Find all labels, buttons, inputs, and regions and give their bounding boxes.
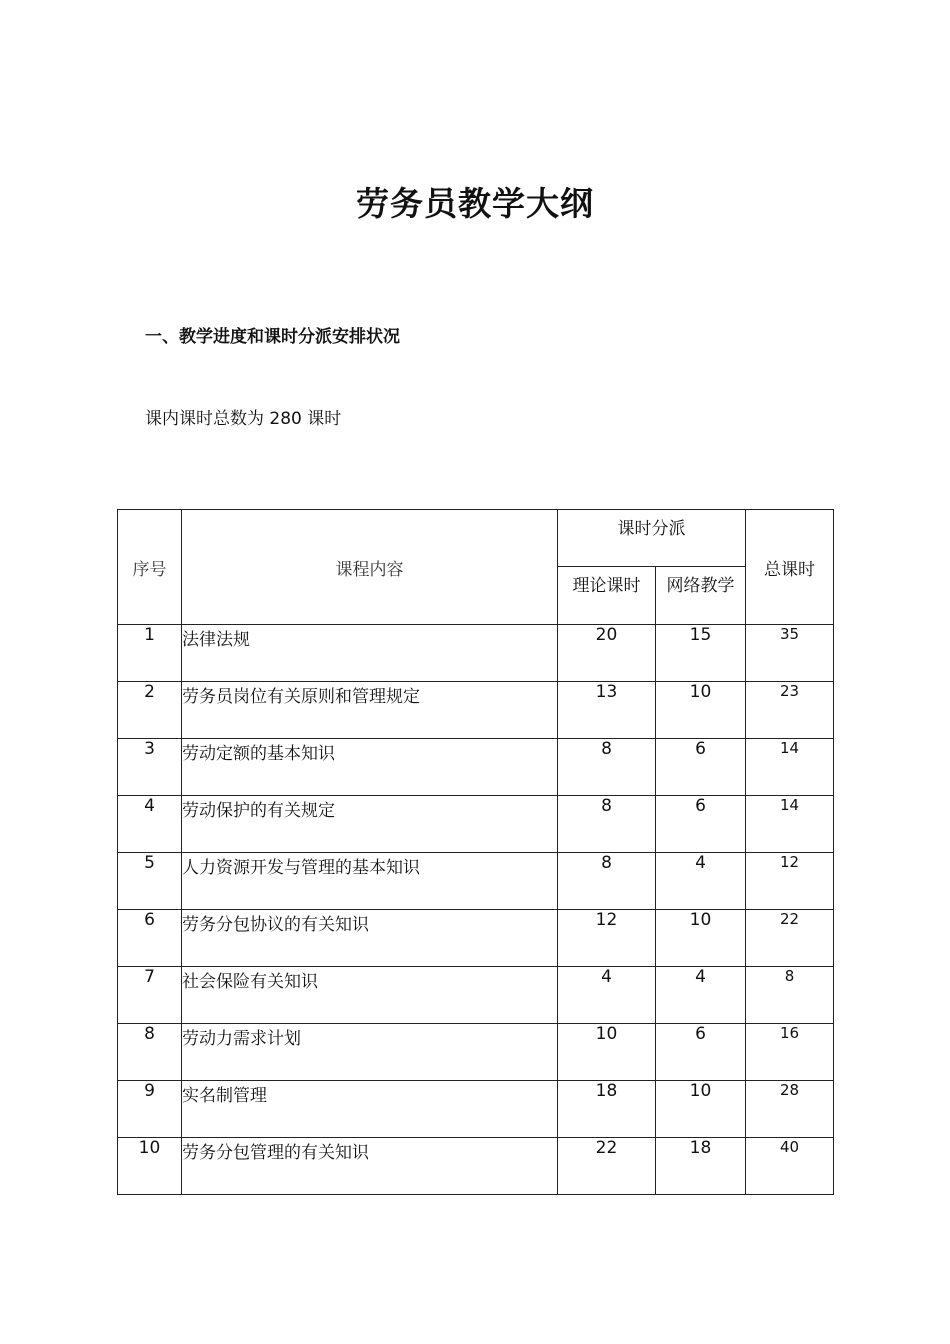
- document-title: 劳务员教学大纲: [356, 184, 594, 223]
- total-hours: 22: [746, 910, 834, 967]
- header-theory-hours: 理论课时: [558, 567, 656, 625]
- course-content: 劳动力需求计划: [182, 1024, 558, 1081]
- course-content: 社会保险有关知识: [182, 967, 558, 1024]
- online-hours: 18: [656, 1138, 746, 1195]
- table-row: [118, 796, 834, 853]
- header-total: 总课时: [746, 510, 834, 625]
- table-row: [118, 1138, 834, 1195]
- header-index: 序号: [118, 510, 182, 625]
- total-hours: 12: [746, 853, 834, 910]
- online-hours: 10: [656, 910, 746, 967]
- theory-hours: 8: [558, 796, 656, 853]
- total-hours: 35: [746, 625, 834, 682]
- online-hours: 6: [656, 796, 746, 853]
- row-number: 7: [118, 967, 182, 1024]
- theory-hours: 10: [558, 1024, 656, 1081]
- online-hours: 10: [656, 682, 746, 739]
- total-hours: 8: [746, 967, 834, 1024]
- row-number: 9: [118, 1081, 182, 1138]
- table-row: [118, 1081, 834, 1138]
- row-number: 5: [118, 853, 182, 910]
- course-content: 实名制管理: [182, 1081, 558, 1138]
- course-content: 劳务员岗位有关原则和管理规定: [182, 682, 558, 739]
- syllabus-table: [117, 509, 834, 1195]
- theory-hours: 13: [558, 682, 656, 739]
- total-hours: 23: [746, 682, 834, 739]
- row-number: 8: [118, 1024, 182, 1081]
- total-hours: 16: [746, 1024, 834, 1081]
- course-content: 劳动保护的有关规定: [182, 796, 558, 853]
- online-hours: 6: [656, 739, 746, 796]
- row-number: 6: [118, 910, 182, 967]
- course-content: 劳务分包管理的有关知识: [182, 1138, 558, 1195]
- header-allocation: 课时分派: [558, 510, 746, 567]
- table-row: [118, 739, 834, 796]
- row-number: 10: [118, 1138, 182, 1195]
- table-row: [118, 910, 834, 967]
- online-hours: 6: [656, 1024, 746, 1081]
- header-online-teaching: 网络教学: [656, 567, 746, 625]
- course-content: 法律法规: [182, 625, 558, 682]
- online-hours: 15: [656, 625, 746, 682]
- total-hours: 28: [746, 1081, 834, 1138]
- online-hours: 4: [656, 967, 746, 1024]
- theory-hours: 12: [558, 910, 656, 967]
- theory-hours: 4: [558, 967, 656, 1024]
- online-hours: 10: [656, 1081, 746, 1138]
- row-number: 2: [118, 682, 182, 739]
- total-hours-intro: 课内课时总数为 280 课时: [145, 409, 342, 429]
- table-body: [118, 625, 834, 1195]
- row-number: 1: [118, 625, 182, 682]
- row-number: 3: [118, 739, 182, 796]
- table-row: [118, 682, 834, 739]
- row-number: 4: [118, 796, 182, 853]
- theory-hours: 8: [558, 853, 656, 910]
- online-hours: 4: [656, 853, 746, 910]
- theory-hours: 22: [558, 1138, 656, 1195]
- course-content: 人力资源开发与管理的基本知识: [182, 853, 558, 910]
- section-heading: 一、教学进度和课时分派安排状况: [145, 327, 400, 347]
- table-row: [118, 853, 834, 910]
- course-content: 劳动定额的基本知识: [182, 739, 558, 796]
- header-content: 课程内容: [182, 510, 558, 625]
- table-row: [118, 1024, 834, 1081]
- theory-hours: 20: [558, 625, 656, 682]
- theory-hours: 8: [558, 739, 656, 796]
- table-row: [118, 967, 834, 1024]
- course-content: 劳务分包协议的有关知识: [182, 910, 558, 967]
- table-row: [118, 625, 834, 682]
- theory-hours: 18: [558, 1081, 656, 1138]
- total-hours: 14: [746, 739, 834, 796]
- total-hours: 14: [746, 796, 834, 853]
- total-hours: 40: [746, 1138, 834, 1195]
